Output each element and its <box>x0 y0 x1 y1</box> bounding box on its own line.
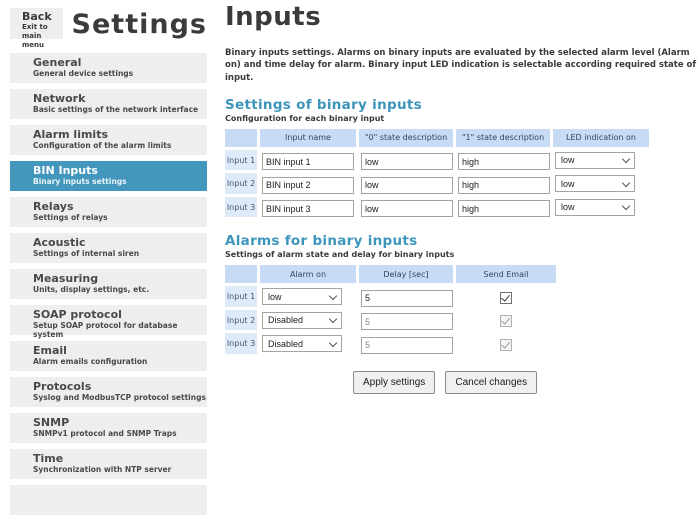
chevron-down-icon <box>622 202 630 210</box>
table-row <box>225 197 649 218</box>
main-content <box>225 2 697 394</box>
column-header-delay: Delay [sec] <box>359 265 453 283</box>
sidebar-header <box>10 8 207 49</box>
back-button[interactable] <box>10 8 63 49</box>
delay-field-1[interactable] <box>361 290 453 307</box>
column-header-state0: "0" state description <box>359 129 453 147</box>
sidebar-item-bin-inputs[interactable] <box>10 161 207 191</box>
column-header-input-name: Input name <box>260 129 356 147</box>
table-row <box>225 286 556 307</box>
sidebar-item-email[interactable] <box>10 341 207 371</box>
led-indication-select-3[interactable] <box>555 199 635 216</box>
sidebar-item-label: Measuring <box>33 272 99 285</box>
sidebar-item-desc: SNMPv1 protocol and SNMP Traps <box>33 429 177 438</box>
button-row <box>353 370 697 394</box>
sidebar-item-label: Protocols <box>33 380 92 393</box>
table-header-row <box>225 265 556 283</box>
input-name-field-1[interactable] <box>262 153 354 170</box>
sidebar-item-label: SNMP <box>33 416 70 429</box>
sidebar-item-label: BIN Inputs <box>33 164 98 177</box>
led-indication-select-2[interactable] <box>555 175 635 192</box>
corner-header-cell <box>225 129 257 147</box>
column-header-send-email: Send Email <box>456 265 556 283</box>
sidebar-item-relays[interactable] <box>10 197 207 227</box>
alarms-section-subheading: Settings of alarm state and delay for binary inputs <box>225 250 455 260</box>
sidebar-item-desc: Settings of internal siren <box>33 249 140 258</box>
sidebar-item-desc: Units, display settings, etc. <box>33 285 150 294</box>
sidebar-item-label: Network <box>33 92 86 105</box>
send-email-checkbox-1[interactable] <box>500 292 512 304</box>
sidebar-item-desc: Basic settings of the network interface <box>33 105 199 114</box>
sidebar-item-label: Relays <box>33 200 74 213</box>
sidebar-item-label: Email <box>33 344 67 357</box>
alarms-section-heading: Alarms for binary inputs <box>225 233 418 250</box>
sidebar-item-acoustic[interactable] <box>10 233 207 263</box>
back-button-sublabel: Exit to main menu <box>22 23 48 49</box>
apply-settings-button[interactable]: Apply settings <box>353 371 435 394</box>
select-value: Disabled <box>268 315 304 326</box>
state1-field-1[interactable] <box>458 153 550 170</box>
table-row <box>225 310 556 331</box>
input-name-field-3[interactable] <box>262 200 354 217</box>
table-row <box>225 173 649 194</box>
chevron-down-icon <box>329 291 337 299</box>
send-email-checkbox-2 <box>500 315 512 327</box>
sidebar-item-desc: Synchronization with NTP server <box>33 465 172 474</box>
state1-field-3[interactable] <box>458 200 550 217</box>
sidebar-item-label: Acoustic <box>33 236 86 249</box>
chevron-down-icon <box>622 178 630 186</box>
row-label: Input 3 <box>225 197 257 218</box>
state1-field-2[interactable] <box>458 177 550 194</box>
sidebar-item-snmp[interactable] <box>10 413 207 443</box>
sidebar-item-general[interactable] <box>10 53 207 83</box>
sidebar-item-label: Time <box>33 452 64 465</box>
delay-field-2 <box>361 313 453 330</box>
alarms-table <box>222 262 559 357</box>
select-value: low <box>561 202 575 213</box>
chevron-down-icon <box>329 315 337 323</box>
row-label: Input 1 <box>225 150 257 171</box>
sidebar-item-time[interactable] <box>10 449 207 479</box>
sidebar-item-label: Alarm limits <box>33 128 109 141</box>
column-header-state1: "1" state description <box>456 129 550 147</box>
sidebar-item-label: SOAP protocol <box>33 308 122 321</box>
sidebar <box>10 8 207 521</box>
sidebar-nav <box>10 53 207 515</box>
select-value: Disabled <box>268 338 304 349</box>
back-button-label: Back <box>22 10 52 23</box>
row-label: Input 3 <box>225 333 257 354</box>
page-title: Inputs <box>225 2 322 32</box>
sidebar-item-desc: General device settings <box>33 69 134 78</box>
state0-field-1[interactable] <box>361 153 453 170</box>
state0-field-2[interactable] <box>361 177 453 194</box>
column-header-alarm-on: Alarm on <box>260 265 356 283</box>
select-value: low <box>268 291 282 302</box>
led-indication-select-1[interactable] <box>555 152 635 169</box>
sidebar-item-measuring[interactable] <box>10 269 207 299</box>
column-header-led: LED indication on <box>553 129 649 147</box>
state0-field-3[interactable] <box>361 200 453 217</box>
row-label: Input 2 <box>225 173 257 194</box>
sidebar-item-soap-protocol[interactable] <box>10 305 207 339</box>
send-email-checkbox-3 <box>500 339 512 351</box>
corner-header-cell <box>225 265 257 283</box>
cancel-changes-button[interactable]: Cancel changes <box>445 371 537 394</box>
row-label: Input 2 <box>225 310 257 331</box>
binary-inputs-table <box>222 126 652 221</box>
row-label: Input 1 <box>225 286 257 307</box>
table-row <box>225 150 649 171</box>
sidebar-item-desc: Syslog and ModbusTCP protocol settings <box>33 393 206 402</box>
chevron-down-icon <box>622 155 630 163</box>
sidebar-item-network[interactable] <box>10 89 207 119</box>
sidebar-item-desc: Binary inputs settings <box>33 177 127 186</box>
delay-field-3 <box>361 337 453 354</box>
table-header-row <box>225 129 649 147</box>
sidebar-item-label: General <box>33 56 82 69</box>
select-value: low <box>561 178 575 189</box>
sidebar-item-desc: Alarm emails configuration <box>33 357 148 366</box>
settings-section-subheading: Configuration for each binary input <box>225 113 385 123</box>
alarm-on-select-3[interactable] <box>262 335 342 352</box>
sidebar-item-desc: Configuration of the alarm limits <box>33 141 172 150</box>
sidebar-item-desc: Setup SOAP protocol for database system <box>33 321 178 339</box>
table-row <box>225 333 556 354</box>
sidebar-item-protocols[interactable] <box>10 377 207 407</box>
sidebar-item-partial[interactable] <box>10 485 207 515</box>
intro-text: Binary inputs settings. Alarms on binary inputs are evaluated by the selected alarm level (Alarm on) and time delay for alarm. Binary input LED indication is selectable according required state of input. <box>225 48 697 83</box>
input-name-field-2[interactable] <box>262 177 354 194</box>
chevron-down-icon <box>329 338 337 346</box>
settings-section-heading: Settings of binary inputs <box>225 96 422 113</box>
sidebar-item-alarm-limits[interactable] <box>10 125 207 155</box>
alarm-on-select-1[interactable] <box>262 288 342 305</box>
select-value: low <box>561 155 575 166</box>
settings-title: Settings <box>71 9 207 40</box>
alarm-on-select-2[interactable] <box>262 312 342 329</box>
sidebar-item-desc: Settings of relays <box>33 213 108 222</box>
